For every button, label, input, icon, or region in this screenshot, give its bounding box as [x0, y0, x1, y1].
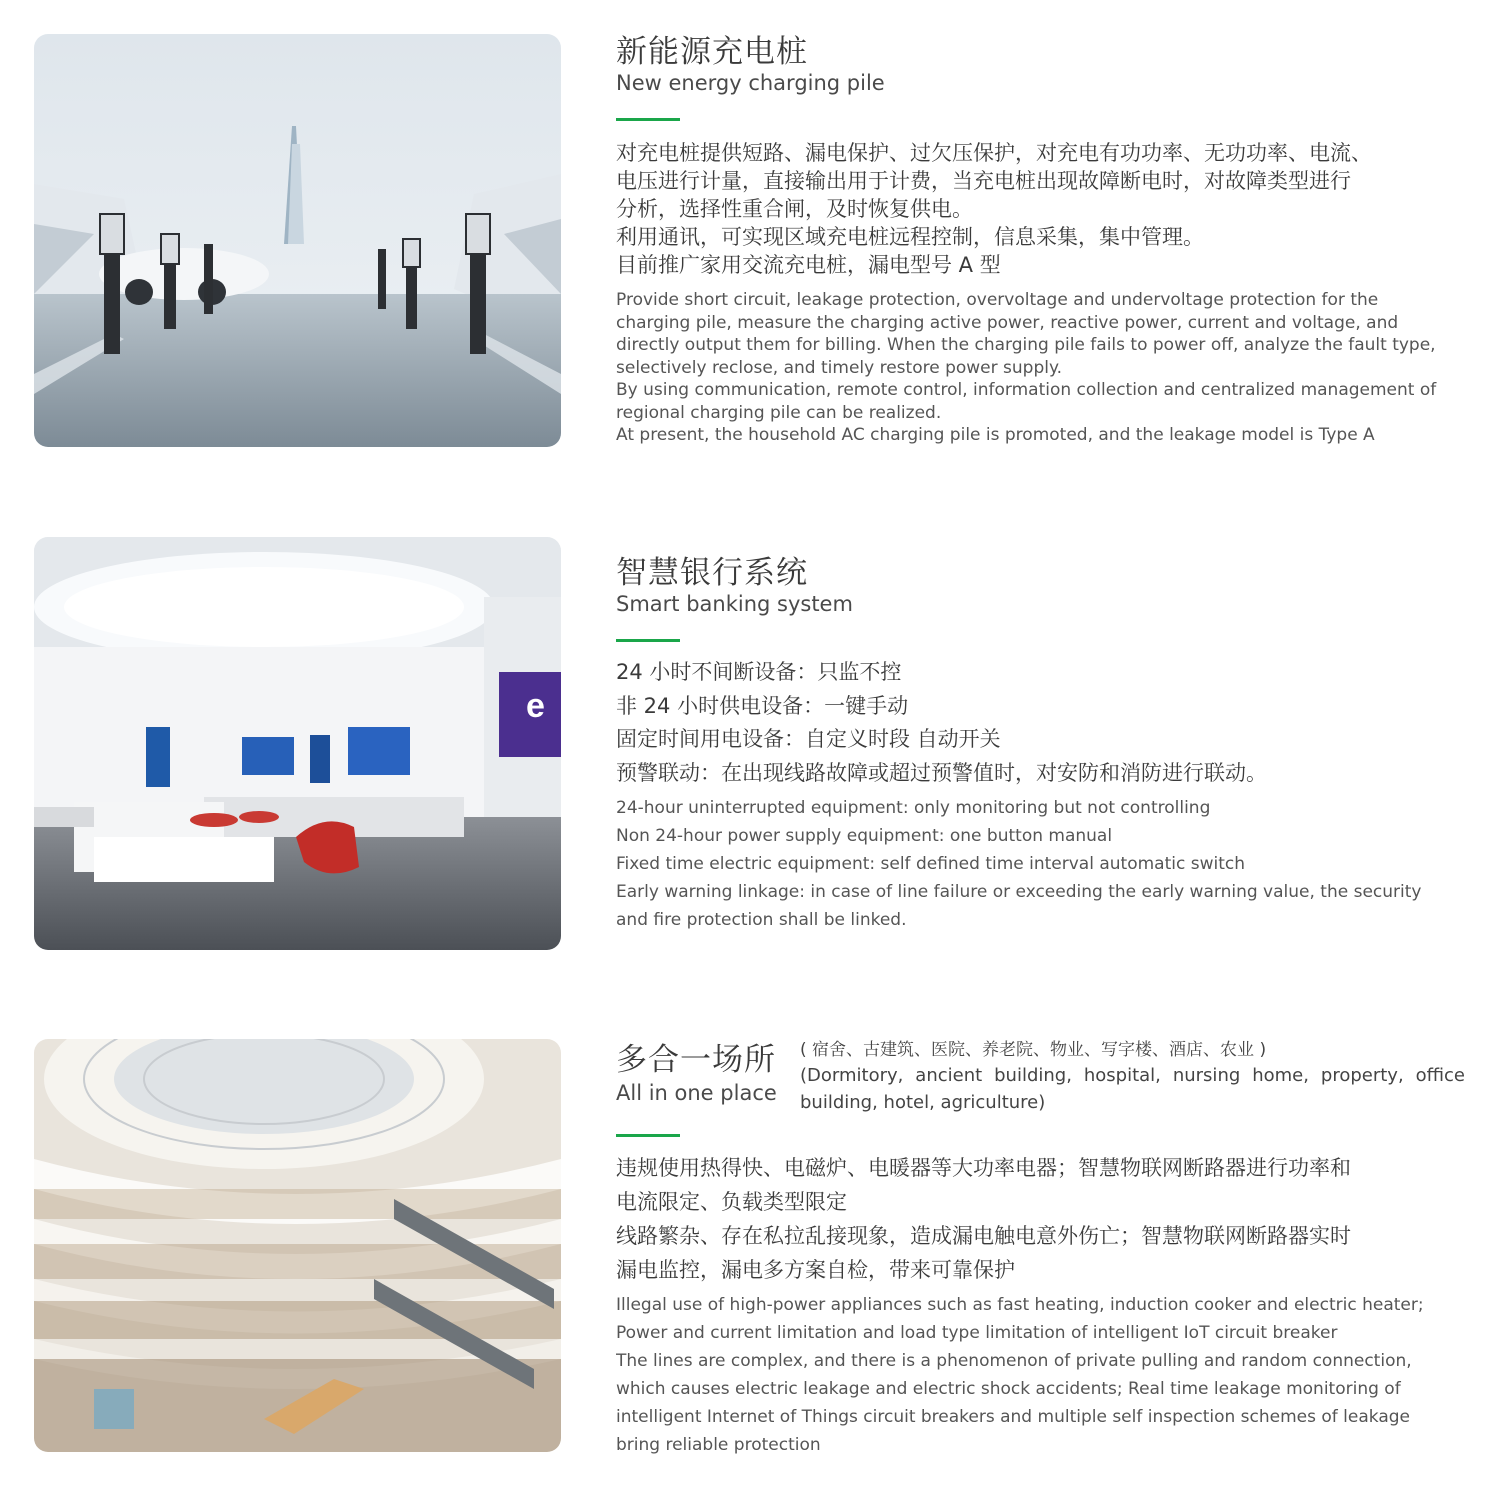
en-line: and fire protection shall be linked. [616, 910, 907, 930]
en-line: selectively reclose, and timely restore power supply. [616, 357, 1062, 378]
charging-pile-text [616, 34, 1466, 447]
section-title-en: Smart banking system [616, 592, 853, 616]
section-title-en: New energy charging pile [616, 71, 885, 95]
zh-line: 违规使用热得快、电磁炉、电暖器等大功率电器；智慧物联网断路器进行功率和 [616, 1156, 1351, 1180]
zh-line: 非 24 小时供电设备：一键手动 [616, 693, 909, 718]
zh-line: 电压进行计量，直接输出用于计费，当充电桩出现故障断电时，对故障类型进行 [616, 169, 1351, 193]
en-line: directly output them for billing. When the charging pile fails to power off, analyze the fault type, [616, 335, 1436, 355]
en-line: Early warning linkage: in case of line failure or exceeding the early warning value, the security [616, 882, 1422, 902]
en-line: By using communication, remote control, information collection and centralized management of [616, 380, 1437, 400]
venue-note [800, 1038, 1465, 1116]
description-zh [616, 1151, 1466, 1287]
en-line: Fixed time electric equipment: self defined time interval automatic switch [616, 854, 1245, 874]
zh-line: 目前推广家用交流充电桩，漏电型号 A 型 [616, 253, 1001, 277]
en-line: At present, the household AC charging pile is promoted, and the leakage model is Type A [616, 425, 1375, 445]
en-line: Non 24-hour power supply equipment: one button manual [616, 826, 1113, 846]
section-title-en: All in one place [616, 1081, 777, 1105]
charging-pile-photo [34, 34, 561, 447]
zh-line: 预警联动：在出现线路故障或超过预警值时，对安防和消防进行联动。 [616, 760, 1267, 785]
green-divider [616, 118, 680, 121]
all-in-one-text [616, 1038, 1466, 1459]
en-line: 24-hour uninterrupted equipment: only monitoring but not controlling [616, 798, 1211, 818]
zh-line: 24 小时不间断设备：只监不控 [616, 660, 902, 684]
zh-line: 电流限定、负载类型限定 [616, 1190, 847, 1214]
smart-banking-photo [34, 537, 561, 950]
zh-line: 线路繁杂、存在私拉乱接现象，造成漏电触电意外伤亡；智慧物联网断路器实时 [616, 1224, 1351, 1248]
zh-line: 分析，选择性重合闸，及时恢复供电。 [616, 197, 973, 221]
en-line: regional charging pile can be realized. [616, 402, 942, 423]
en-line: charging pile, measure the charging active power, reactive power, current and voltage, and [616, 312, 1399, 333]
section-title-zh: 智慧银行系统 [616, 555, 808, 591]
zh-line: 固定时间用电设备：自定义时段 自动开关 [616, 727, 1001, 751]
zh-line: 对充电桩提供短路、漏电保护、过欠压保护，对充电有功功率、无功功率、电流、 [616, 141, 1372, 165]
green-divider [616, 1134, 680, 1137]
section-title-zh: 新能源充电桩 [616, 34, 808, 70]
mall-photo [34, 1039, 561, 1452]
en-line: which causes electric leakage and electric shock accidents; Real time leakage monitoring of [616, 1379, 1401, 1399]
venue-note-zh: ( 宿舍、古建筑、医院、养老院、物业、写字楼、酒店、农业 ) [800, 1040, 1267, 1060]
section-title-zh: 多合一场所 [616, 1042, 776, 1078]
zh-line: 利用通讯，可实现区域充电桩远程控制，信息采集，集中管理。 [616, 225, 1204, 249]
description-en [616, 289, 1466, 447]
en-line: Provide short circuit, leakage protection, overvoltage and undervoltage protection for the [616, 290, 1379, 310]
title-block [616, 1038, 800, 1106]
en-line: Illegal use of high-power appliances such as fast heating, induction cooker and electric heater; [616, 1295, 1424, 1315]
en-line: Power and current limitation and load type limitation of intelligent IoT circuit breaker [616, 1323, 1338, 1343]
smart-banking-text [616, 555, 1466, 934]
description-en [616, 1291, 1466, 1459]
green-divider [616, 639, 680, 642]
description-zh [616, 139, 1466, 279]
venue-note-en: (Dormitory, ancient building, hospital, nursing home, property, office building, hotel, agriculture) [800, 1065, 1465, 1113]
en-line: bring reliable protection [616, 1435, 821, 1455]
screen-e-text: e [526, 687, 545, 725]
zh-line: 漏电监控，漏电多方案自检，带来可靠保护 [616, 1258, 1015, 1282]
description-zh [616, 656, 1466, 790]
en-line: intelligent Internet of Things circuit breakers and multiple self inspection schemes of leakage [616, 1407, 1410, 1427]
title-row [616, 1038, 1466, 1116]
description-en [616, 794, 1466, 934]
en-line: The lines are complex, and there is a phenomenon of private pulling and random connection, [616, 1351, 1412, 1371]
